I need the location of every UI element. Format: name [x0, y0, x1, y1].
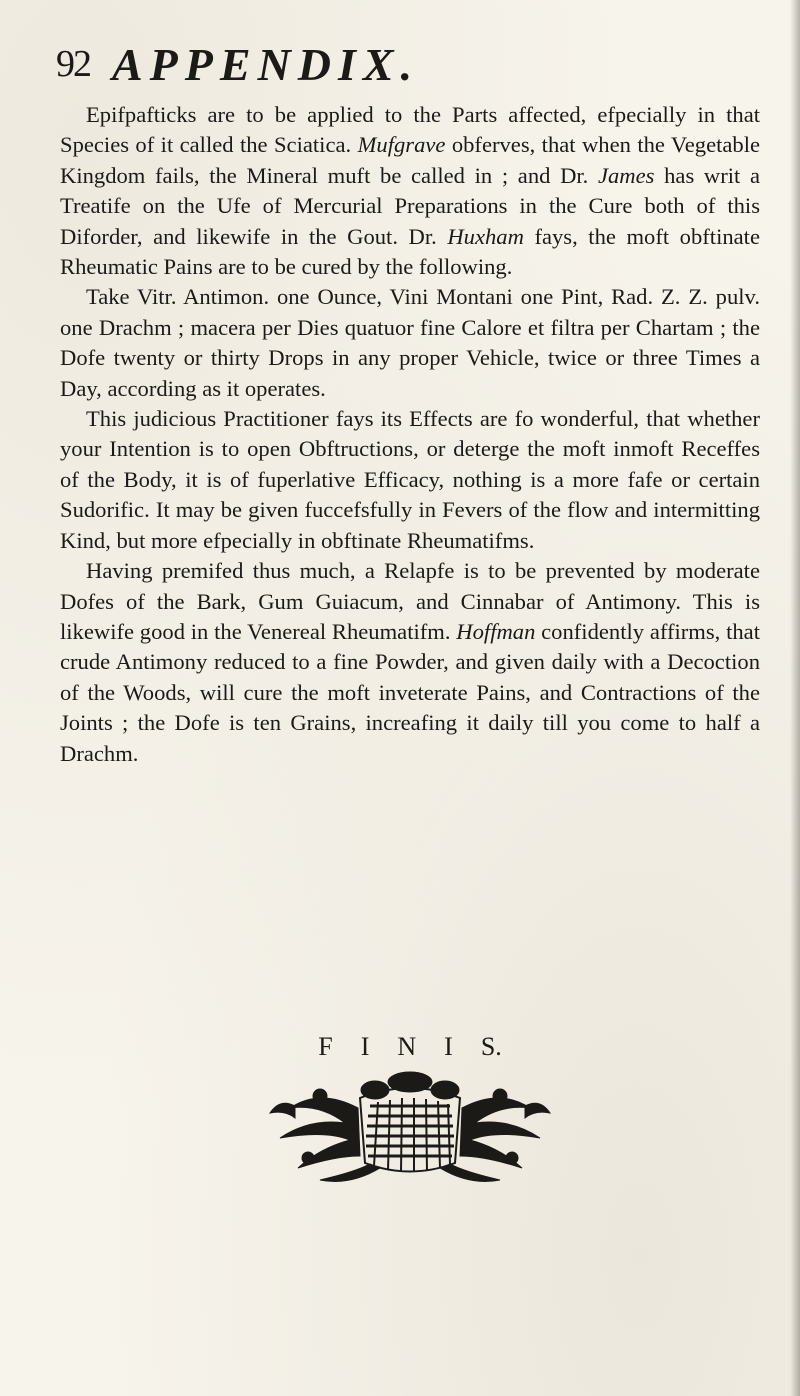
paragraph: [60, 556, 760, 769]
page-header: [56, 38, 676, 98]
italic-name: Hoffman: [456, 618, 536, 644]
running-head: APPENDIX.: [112, 39, 420, 90]
finis-letter: F: [318, 1032, 333, 1061]
italic-name: Mufgrave: [357, 132, 446, 158]
printers-ornament-icon: [250, 1068, 570, 1188]
finis-line: [60, 1032, 760, 1062]
text-run: confidently affirms, that crude Antimony reduced to a fine Powder, and given daily with a Decoction of the Woods, will cure the moft inveterate Pains, and Contractions of the Joints ; the Dofe is ten Grains, increafing it daily till you come to half a Drachm.: [60, 618, 760, 766]
paragraph: [60, 282, 760, 404]
text-run: fays, the moft obftinate Rheumatic Pains are to be cured by the following.: [60, 223, 760, 280]
text-run: obferves, that when the Vegetable Kingdom fails, the Mineral muft be called in ; and Dr.: [60, 132, 761, 188]
text-run: Having premifed thus much, a Relapfe is to be prevented by moderate Dofes of the Bark, Gum Guiacum, and Cinnabar of Antimony. This is likewife good in the Venereal Rheumatifm.: [60, 558, 760, 644]
italic-name: Huxham: [447, 223, 524, 249]
paragraph: [60, 100, 760, 282]
page-number: 92: [56, 43, 90, 85]
text-run: Take Vitr. Antimon. one Ounce, Vini Montani one Pint, Rad. Z. Z. pulv. one Drachm ; macera per Dies quatuor fine Calore et filtra per Chartam ; the Dofe twenty or thirty Drops in any proper Vehicle, twice or three Times a Day, according as it operates.: [60, 284, 760, 401]
text-run: This judicious Practitioner fays its Effects are fo wonderful, that whether your Intention is to open Obftructions, or deterge the moft inmoft Receffes of the Body, it is of fuperlative Efficacy, nothing is a more fafe or certain Sudorific. It may be given fuccefsfully in Fevers of the flow and intermitting Kind, but more efpecially in obftinate Rheumatifms.: [60, 406, 760, 553]
text-run: has writ a Treatife on the Ufe of Mercurial Preparations in the Cure both of this Diforder, and likewife in the Gout. Dr.: [60, 162, 760, 249]
finis-letter: I: [444, 1032, 453, 1061]
paragraph: [60, 404, 760, 556]
page-gutter-shadow: [790, 0, 800, 1396]
finis-letter: S.: [480, 1032, 502, 1061]
italic-name: James: [597, 162, 655, 188]
body-text: [60, 100, 760, 769]
text-run: Epifpafticks are to be applied to the Parts affected, efpecially in that Species of it called the Sciatica.: [60, 102, 760, 158]
finis-letter: I: [360, 1032, 370, 1061]
finis-letter: N: [397, 1032, 417, 1061]
